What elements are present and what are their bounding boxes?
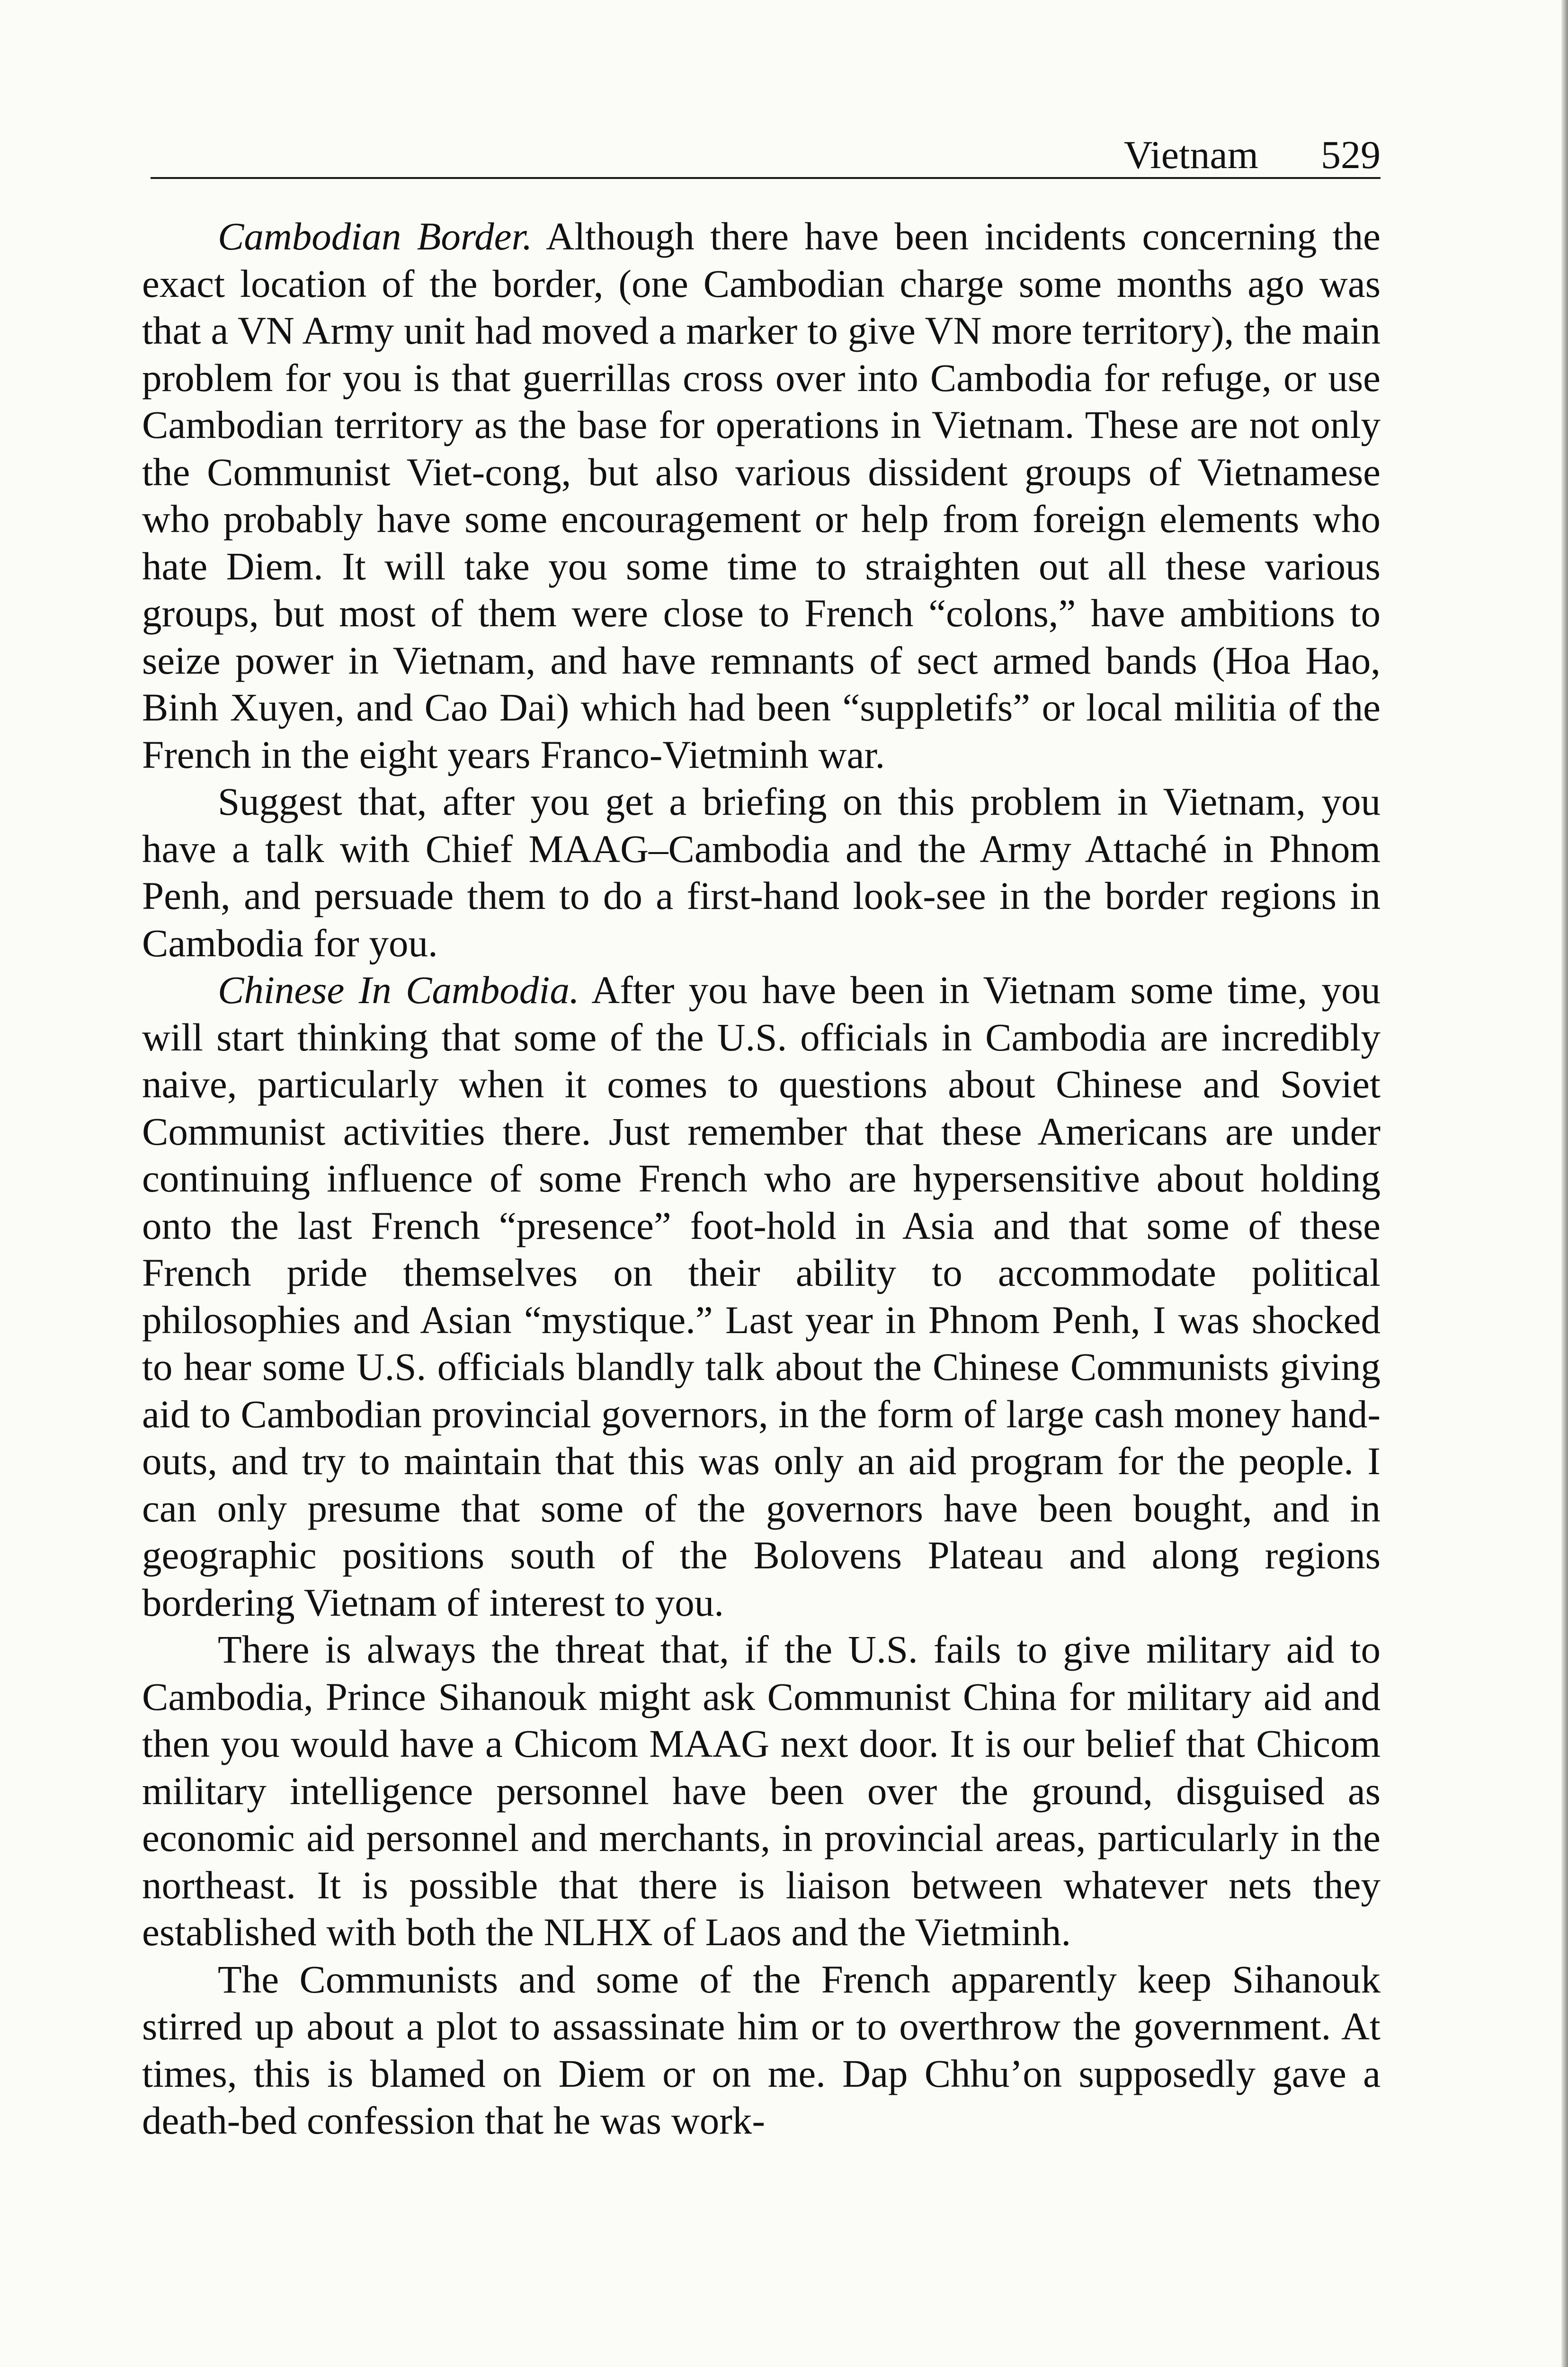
section-heading-cambodian-border: Cambodian Border. xyxy=(218,214,533,258)
running-header-title: Vietnam xyxy=(1123,133,1258,177)
running-header xyxy=(151,124,1381,179)
paragraph-text: Suggest that, after you get a briefing on this problem in Vietnam, you have a talk with Chief MAAG–Cambodia and the Army Attaché in Phnom Penh, and persuade them to do a first-hand look-see in the border regions in Cambodia for you. xyxy=(142,780,1381,965)
paragraph-suggestion xyxy=(142,778,1381,967)
section-heading-chinese-in-cambodia: Chinese In Cambodia. xyxy=(218,968,579,1012)
body-text xyxy=(142,213,1381,2145)
paragraph-text: There is always the threat that, if the U.S. fails to give military aid to Cambodia, Prince Sihanouk might ask Communist China for military aid and then you would have a Chicom MAAG next door. It is our belief that Chicom military intelligence personnel have been over the ground, disguised as economic aid personnel and merchants, in provincial areas, particularly in the northeast. It is possible that there is liaison between whatever nets they established with both the NLHX of Laos and the Vietminh. xyxy=(142,1628,1381,1954)
paragraph-assassination-plot xyxy=(142,1956,1381,2145)
page-edge xyxy=(1561,0,1568,2367)
page-number: 529 xyxy=(1321,133,1381,177)
paragraph-chinese-in-cambodia xyxy=(142,967,1381,1626)
paragraph-military-aid-threat xyxy=(142,1626,1381,1956)
paragraph-text: After you have been in Vietnam some time, you will start thinking that some of the U.S. officials in Cambodia are incredibly naive, particularly when it comes to questions about Chinese and Soviet Communist activities there. Just remember that these Americans are under continuing influence of some French who are hypersensitive about holding onto the last French “presence” foot-hold in Asia and that some of these French pride themselves on their ability to accommodate political philosophies and Asian “mystique.” Last year in Phnom Penh, I was shocked to hear some U.S. officials blandly talk about the Chinese Communists giving aid to Cambodian provincial governors, in the form of large cash money hand-outs, and try to maintain that this was only an aid program for the people. I can only presume that some of the governors have been bought, and in geographic positions south of the Bolovens Plateau and along regions bordering Vietnam of interest to you. xyxy=(142,968,1381,1624)
paragraph-text: The Communists and some of the French apparently keep Sihanouk stirred up about a plot to assassinate him or to overthrow the government. At times, this is blamed on Diem or on me. Dap Chhu’on supposedly gave a death-bed confession that he was work- xyxy=(142,1957,1381,2142)
paragraph-cambodian-border xyxy=(142,213,1381,778)
paragraph-text: Although there have been incidents concerning the exact location of the border, (one Cambodian charge some months ago was that a VN Army unit had moved a marker to give VN more territory), the main problem for you is that guerrillas cross over into Cambodia for refuge, or use Cambodian territory as the base for operations in Vietnam. These are not only the Communist Viet-cong, but also various dissident groups of Vietnamese who probably have some encouragement or help from foreign elements who hate Diem. It will take you some time to straighten out all these various groups, but most of them were close to French “colons,” have ambitions to seize power in Vietnam, and have remnants of sect armed bands (Hoa Hao, Binh Xuyen, and Cao Dai) which had been “suppletifs” or local militia of the French in the eight years Franco-Vietminh war. xyxy=(142,214,1381,776)
